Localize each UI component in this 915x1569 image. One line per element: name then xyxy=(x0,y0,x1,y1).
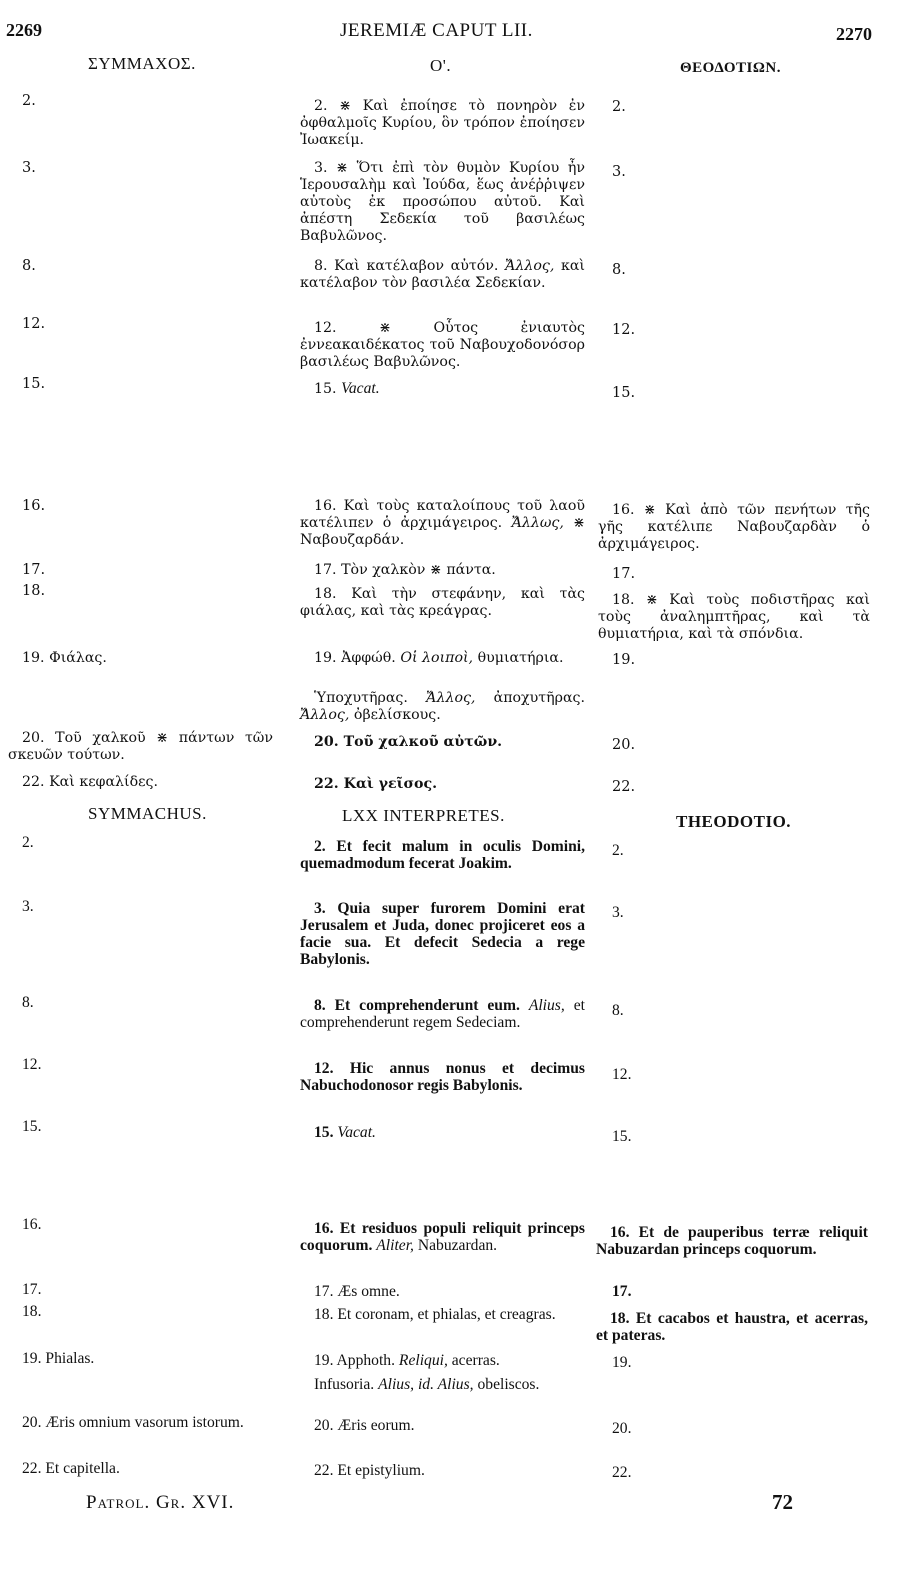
latin-lxx-verse-15-num: 15. xyxy=(314,1124,334,1141)
greek-lxx-verse-15 xyxy=(314,380,380,398)
greek-right-verse-15: 15. xyxy=(612,385,636,401)
latin-right-verse-22: 22. xyxy=(612,1464,632,1481)
latin-lxx-verse-3: 3. Quia super furorem Domini erat Jerusalem et Juda, donec projiceret eos a facie sua. Et defecit Sedecia a rege Babylonis. xyxy=(300,900,585,968)
page-number-left: 2269 xyxy=(6,20,42,40)
latin-lxx-verse-17: 17. Æs omne. xyxy=(314,1283,400,1300)
greek-lxx-aliter: Ἄλλως, xyxy=(511,515,564,531)
latin-right-verse-20: 20. xyxy=(612,1420,632,1437)
latin-heading-theodotio: THEODOTIO. xyxy=(676,812,792,831)
latin-left-verse-22: 22. Et capitella. xyxy=(22,1460,120,1477)
greek-lxx-infusoria-end: ὀβελίσκους. xyxy=(353,707,441,723)
greek-heading-lxx: Ο'. xyxy=(430,56,452,75)
greek-left-verse-8: 8. xyxy=(22,258,36,274)
greek-left-verse-22: 22. Καὶ κεφαλίδες. xyxy=(22,774,158,790)
latin-lxx-aliter: Aliter, xyxy=(376,1237,414,1254)
greek-lxx-verse-12: 12. ⋇ Οὗτος ἐνιαυτὸς ἐννεακαιδέκατος τοῦ Ναβουχοδονόσορ βασιλέως Βαβυλῶνος. xyxy=(300,320,585,370)
greek-lxx-infusoria xyxy=(300,690,585,724)
greek-lxx-verse-8-cont: καὶ κατέλαβον τὸν βασιλέα Σεδεκίαν. xyxy=(300,258,585,291)
latin-left-verse-18: 18. xyxy=(22,1303,42,1320)
greek-right-verse-22: 22. xyxy=(612,779,636,795)
greek-right-verse-16: 16. ⋇ Καὶ ἀπὸ τῶν πενήτων τῆς γῆς κατέλιπε Ναβουζαρδὰν ὁ ἀρχιμάγειρος. xyxy=(598,502,870,552)
greek-right-verse-17: 17. xyxy=(612,566,636,582)
greek-lxx-verse-20: 20. Τοῦ χαλκοῦ αὐτῶν. xyxy=(314,734,503,750)
latin-lxx-verse-20: 20. Æris eorum. xyxy=(314,1417,415,1434)
greek-right-verse-20: 20. xyxy=(612,737,636,753)
greek-lxx-infusoria-cont: ἀποχυτῆρας. xyxy=(493,690,586,706)
greek-left-verse-3: 3. xyxy=(22,160,36,176)
latin-left-verse-8: 8. xyxy=(22,994,34,1011)
greek-right-verse-3: 3. xyxy=(612,164,626,180)
greek-left-verse-18: 18. xyxy=(22,583,46,599)
greek-right-verse-8: 8. xyxy=(612,262,626,278)
greek-left-verse-20: 20. Τοῦ χαλκοῦ ⋇ πάντων τῶν σκευῶν τούτων. xyxy=(8,730,273,763)
latin-left-verse-3: 3. xyxy=(22,898,34,915)
latin-left-verse-16: 16. xyxy=(22,1216,42,1233)
latin-right-verse-3: 3. xyxy=(612,904,624,921)
latin-left-verse-20: 20. Æris omnium vasorum istorum. xyxy=(22,1414,244,1431)
latin-left-verse-17: 17. xyxy=(22,1281,42,1298)
running-title: JEREMIÆ CAPUT LII. xyxy=(340,20,533,41)
greek-lxx-verse-16-text: 16. Καὶ τοὺς καταλοίπους τοῦ λαοῦ κατέλιπεν ὁ ἀρχιμάγειρος. xyxy=(300,498,585,531)
latin-lxx-verse-8 xyxy=(300,997,585,1031)
greek-lxx-verse-3: 3. ⋇ Ὅτι ἐπὶ τὸν θυμὸν Κυρίου ἦν Ἱερουσαλὴμ καὶ Ἰούδα, ἕως ἀνέῤῥιψεν αὐτοὺς ἐκ προσώπου αὐτοῦ. Καὶ ἀπέστη Σεδεκία τοῦ βασιλέως Βαβυλῶνος. xyxy=(300,160,585,244)
page-number-right: 2270 xyxy=(836,24,872,44)
greek-left-verse-16: 16. xyxy=(22,498,46,514)
latin-right-verse-18: 18. Et cacabos et haustra, et acerras, et pateras. xyxy=(596,1310,868,1344)
footer-series: Patrol. Gr. XVI. xyxy=(86,1492,235,1513)
latin-lxx-verse-19 xyxy=(314,1352,500,1369)
greek-lxx-alius-2: Ἄλλος, xyxy=(426,690,476,706)
latin-lxx-vacat: Vacat. xyxy=(337,1124,376,1141)
latin-lxx-verse-8-cont: et comprehenderunt regem Sedeciam. xyxy=(300,997,585,1031)
greek-left-verse-17: 17. xyxy=(22,562,46,578)
greek-left-verse-15: 15. xyxy=(22,376,46,392)
latin-lxx-infusoria xyxy=(300,1376,585,1393)
latin-heading-lxx: LXX INTERPRETES. xyxy=(342,806,505,825)
latin-lxx-verse-8-text: 8. Et comprehenderunt eum. xyxy=(314,997,520,1014)
greek-lxx-verse-17: 17. Τὸν χαλκὸν ⋇ πάντα. xyxy=(314,562,496,578)
latin-lxx-verse-19-text: 19. Apphoth. xyxy=(314,1352,396,1369)
latin-lxx-verse-16-text: 16. Et residuos populi reliquit princeps coquorum. xyxy=(300,1220,585,1254)
latin-lxx-reliqui: Reliqui, xyxy=(398,1352,448,1369)
latin-left-verse-19: 19. Phialas. xyxy=(22,1350,95,1367)
greek-right-verse-18: 18. ⋇ Καὶ τοὺς ποδιστῆρας καὶ τοὺς ἀναλημπτῆρας, καὶ τὰ θυμιατήρια, καὶ τὰ σπόνδια. xyxy=(598,592,870,642)
greek-left-verse-19: 19. Φιάλας. xyxy=(22,650,107,666)
greek-lxx-verse-15-num: 15. xyxy=(314,381,337,397)
greek-left-verse-2: 2. xyxy=(22,93,36,109)
latin-lxx-verse-19-cont: acerras. xyxy=(451,1352,500,1369)
latin-heading-symmachus: SYMMACHUS. xyxy=(88,804,207,823)
latin-lxx-verse-12: 12. Hic annus nonus et decimus Nabuchodonosor regis Babylonis. xyxy=(300,1060,585,1094)
greek-lxx-verse-22: 22. Καὶ γεῖσος. xyxy=(314,776,438,792)
latin-lxx-verse-22: 22. Et epistylium. xyxy=(314,1462,425,1479)
greek-lxx-verse-19-cont: θυμιατήρια. xyxy=(477,650,564,666)
latin-right-verse-12: 12. xyxy=(612,1066,632,1083)
greek-lxx-verse-2: 2. ⋇ Καὶ ἐποίησε τὸ πονηρὸν ἐν ὀφθαλμοῖς Κυρίου, ὃν τρόπον ἐποίησεν Ἰωακείμ. xyxy=(300,98,585,148)
greek-lxx-verse-19 xyxy=(300,650,585,667)
latin-lxx-verse-16 xyxy=(300,1220,585,1254)
greek-lxx-infusoria-text: Ὑποχυτῆρας. xyxy=(314,690,408,706)
latin-right-verse-2: 2. xyxy=(612,842,624,859)
latin-right-verse-17: 17. xyxy=(612,1283,632,1300)
greek-lxx-verse-8-text: 8. Καὶ κατέλαβον αὐτόν. xyxy=(314,258,499,274)
latin-right-verse-15: 15. xyxy=(612,1128,632,1145)
greek-right-verse-19: 19. xyxy=(612,652,636,668)
latin-lxx-alius-id: Alius, id. Alius, xyxy=(378,1376,474,1393)
latin-lxx-verse-16-cont: Nabuzardan. xyxy=(417,1237,498,1254)
latin-lxx-verse-18: 18. Et coronam, et phialas, et creagras. xyxy=(314,1306,556,1323)
latin-left-verse-15: 15. xyxy=(22,1118,42,1135)
greek-lxx-verse-8 xyxy=(300,258,585,292)
greek-lxx-verse-16-cont: ⋇ Ναβουζαρδάν. xyxy=(300,515,586,548)
greek-lxx-verse-16 xyxy=(300,498,585,549)
footer-signature-number: 72 xyxy=(772,1490,793,1514)
latin-lxx-infusoria-text: Infusoria. xyxy=(314,1376,375,1393)
greek-lxx-alius-3: Ἄλλος, xyxy=(300,707,350,723)
greek-lxx-vacat: Vacat. xyxy=(341,380,380,397)
greek-lxx-alius: Ἄλλος, xyxy=(504,258,555,274)
greek-lxx-reliqui: Οἱ λοιποὶ, xyxy=(400,650,474,666)
latin-right-verse-8: 8. xyxy=(612,1002,624,1019)
latin-lxx-infusoria-cont: obeliscos. xyxy=(477,1376,540,1393)
latin-left-verse-12: 12. xyxy=(22,1056,42,1073)
latin-lxx-alius: Alius, xyxy=(528,997,565,1014)
latin-lxx-verse-15 xyxy=(314,1124,376,1141)
latin-left-verse-2: 2. xyxy=(22,834,34,851)
greek-heading-symmachus: ΣΥΜΜΑΧΟΣ. xyxy=(88,54,196,73)
greek-right-verse-12: 12. xyxy=(612,322,636,338)
greek-lxx-verse-18: 18. Καὶ τὴν στεφάνην, καὶ τὰς φιάλας, καὶ τὰς κρεάγρας. xyxy=(300,586,585,619)
greek-left-verse-12: 12. xyxy=(22,316,46,332)
latin-lxx-verse-2: 2. Et fecit malum in oculis Domini, quemadmodum fecerat Joakim. xyxy=(300,838,585,872)
greek-right-verse-2: 2. xyxy=(612,99,626,115)
latin-right-verse-16: 16. Et de pauperibus terræ reliquit Nabuzardan princeps coquorum. xyxy=(596,1224,868,1258)
greek-lxx-verse-19-text: 19. Ἀφφώθ. xyxy=(314,650,396,666)
greek-heading-theodotion: ΘΕΟΔΟΤΙΩΝ. xyxy=(680,60,781,76)
latin-right-verse-19: 19. xyxy=(612,1354,632,1371)
